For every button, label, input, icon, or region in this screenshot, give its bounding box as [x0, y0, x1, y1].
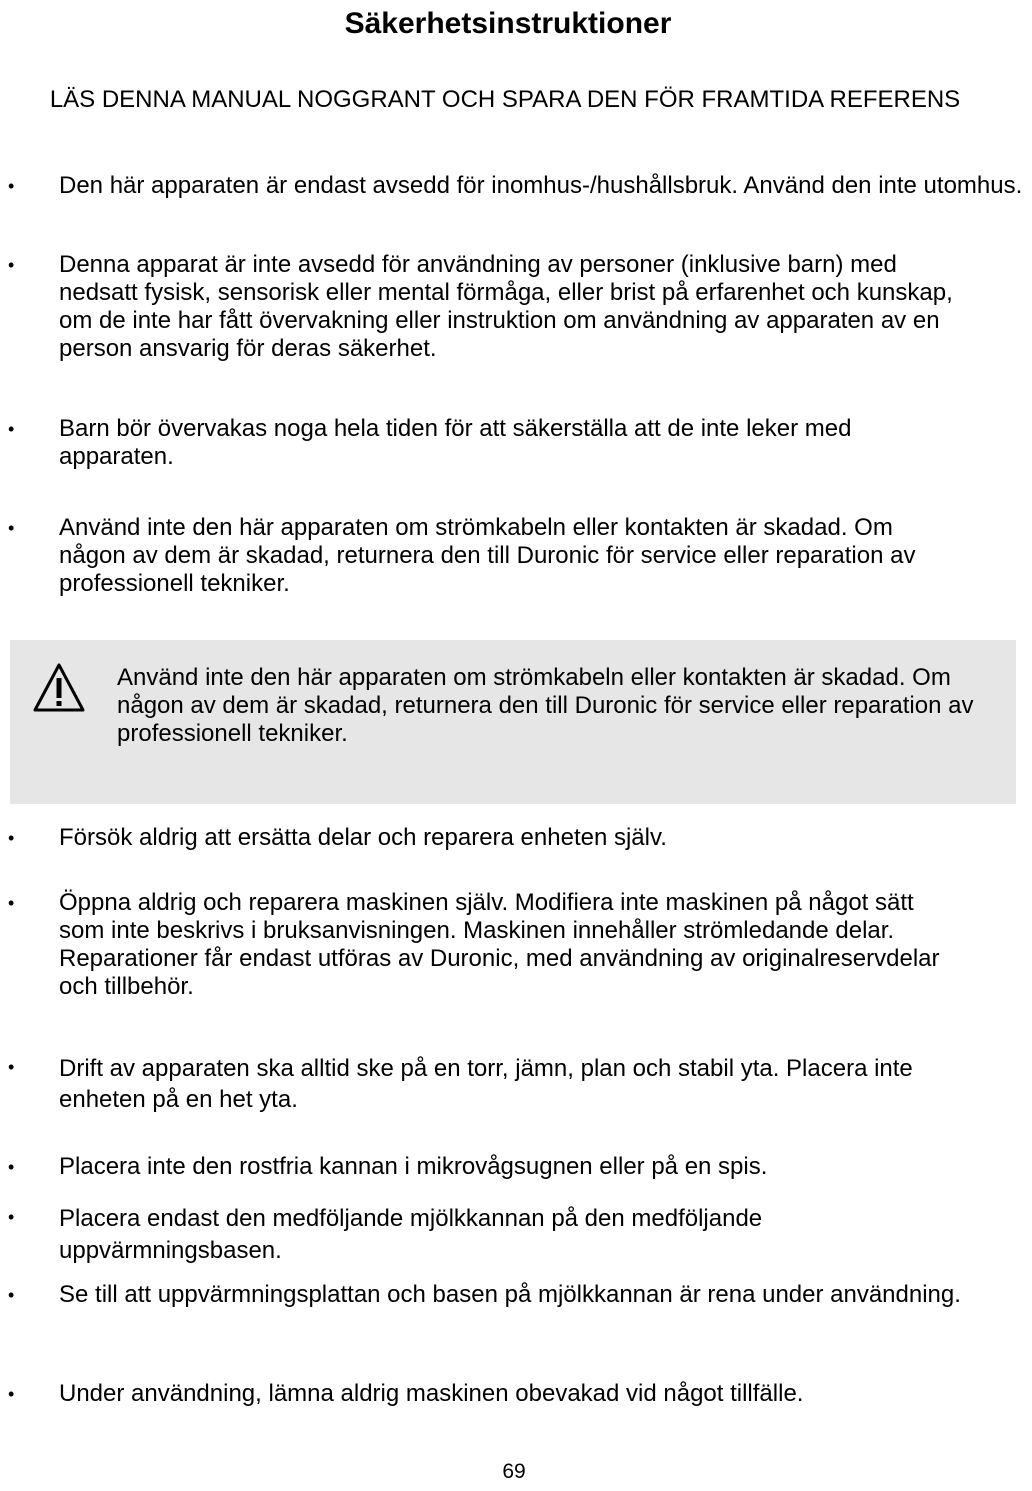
warning-triangle-icon — [32, 662, 86, 714]
safety-bullet-reduced-capabilities: • Denna apparat är inte avsedd för användning av personer (inklusive barn) med nedsatt fysisk, sensorisk eller mental förmåga, eller brist på erfarenhet och kunskap, om de inte har fått övervakning eller instruktion om användning av apparaten av en person ansvarig för deras säkerhet. — [59, 251, 971, 363]
page-number: 69 — [502, 1460, 526, 1483]
safety-bullet-no-microwave: • Placera inte den rostfria kannan i mikrovågsugnen eller på en spis. — [59, 1153, 999, 1181]
intro-notice: LÄS DENNA MANUAL NOGGRANT OCH SPARA DEN FÖR FRAMTIDA REFERENS — [49, 86, 961, 113]
safety-bullet-stable-surface: • Drift av apparaten ska alltid ske på en torr, jämn, plan och stabil yta. Placera inte enheten på en het yta. — [59, 1053, 949, 1115]
safety-bullet-unattended: • Under användning, lämna aldrig maskinen obevakad vid något tillfälle. — [59, 1380, 1009, 1408]
safety-bullet-clean-plate: • Se till att uppvärmningsplattan och basen på mjölkkannan är rena under användning. — [59, 1281, 979, 1309]
warning-box — [10, 640, 1016, 804]
safety-bullet-no-modification: • Öppna aldrig och reparera maskinen själv. Modifiera inte maskinen på något sätt som inte beskrivs i bruksanvisningen. Maskinen innehåller strömledande delar. Reparationer får endast utföras av Duronic, med användning av originalreservdelar och tillbehör. — [59, 889, 949, 1001]
safety-bullet-included-base: • Placera endast den medföljande mjölkkannan på den medföljande uppvärmningsbasen. — [59, 1203, 929, 1267]
warning-text: Använd inte den här apparaten om strömkabeln eller kontakten är skadad. Om någon av dem är skadad, returnera den till Duronic för service eller reparation av professionell tekniker. — [117, 664, 974, 747]
safety-bullet-children: • Barn bör övervakas noga hela tiden för att säkerställa att de inte leker med apparaten. — [59, 415, 959, 471]
safety-bullet-indoor-use: • Den här apparaten är endast avsedd för inomhus-/hushållsbruk. Använd den inte utomhus. — [59, 172, 1027, 200]
safety-bullet-damaged-cable: • Använd inte den här apparaten om strömkabeln eller kontakten är skadad. Om någon av dem är skadad, returnera den till Duronic för service eller reparation av professionell tekniker. — [59, 514, 919, 598]
page-title: Säkerhetsinstruktioner — [344, 7, 672, 40]
safety-bullet-no-self-repair: • Försök aldrig att ersätta delar och reparera enheten själv. — [59, 824, 959, 852]
